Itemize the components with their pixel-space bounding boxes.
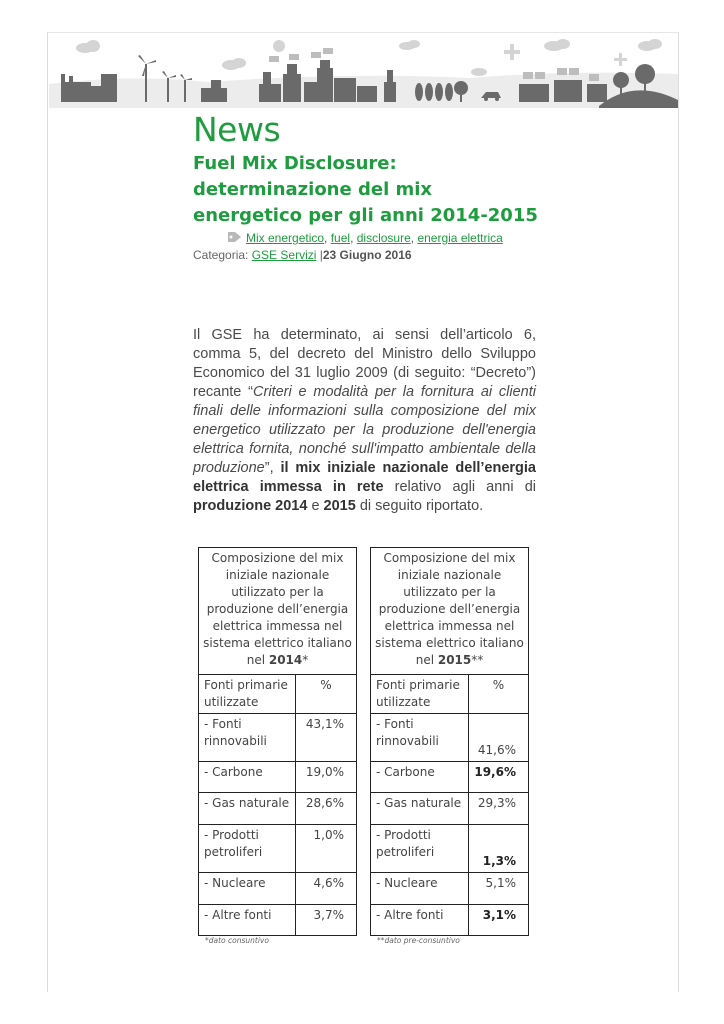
percent-cell: 41,6% [469,714,529,762]
percent-cell: 3,7% [296,905,357,936]
percent-cell: 28,6% [296,793,357,825]
section-title: News [193,110,281,149]
article-date: 23 Giugno 2016 [322,248,412,262]
percent-cell: 19,0% [296,762,357,793]
table-row [371,762,529,793]
table-row [371,793,529,825]
source-cell: - Gas naturale [371,793,469,825]
percent-cell: 3,1% [469,905,529,936]
percent-cell: 1,0% [296,825,357,873]
column-header-percent: % [296,675,357,714]
article-title: Fuel Mix Disclosure: determinazione del mix energetico per gli anni 2014-2015 [193,153,538,226]
table-row [199,793,357,825]
table-row [371,825,529,873]
fuel-mix-table-2015 [370,547,529,936]
source-cell: - Prodotti petroliferi [371,825,469,873]
source-cell: - Prodotti petroliferi [199,825,296,873]
table-header: Composizione del mix iniziale nazionale utilizzato per la produzione dell’energia elettrica immessa nel sistema elettrico italiano nel 2015** [371,548,529,675]
table-row [371,714,529,762]
table-footnote-2015: **dato pre-consuntivo [377,936,460,945]
column-header-percent: % [469,675,529,714]
source-cell: - Gas naturale [199,793,296,825]
article-intro: Il GSE ha determinato, ai sensi dell’articolo 6, comma 5, del decreto del Ministro dello Sviluppo Economico del 31 luglio 2009 (di seguito: “Decreto”) recante “Criteri e modalità per la fornitura ai clienti finali delle informazioni sulla composizione del mix energetico utilizzato per la produzione dell'energia elettrica fornita, nonché sull'impatto ambientale della produzione”, il mix iniziale nazionale dell’energia elettrica immessa in rete relativo agli anni di produzione 2014 e 2015 di seguito riportato. [193,327,536,514]
fuel-mix-table-2014 [198,547,357,936]
source-cell: - Nucleare [199,873,296,905]
source-cell: - Carbone [199,762,296,793]
table-row [199,825,357,873]
column-header-source: Fonti primarie utilizzate [199,675,296,714]
source-cell: - Altre fonti [371,905,469,936]
table-row [199,762,357,793]
column-header-source: Fonti primarie utilizzate [371,675,469,714]
tag-list: Mix energetico, fuel, disclosure, energia elettrica [227,231,503,245]
percent-cell: 4,6% [296,873,357,905]
percent-cell: 29,3% [469,793,529,825]
table-header: Composizione del mix iniziale nazionale utilizzato per la produzione dell’energia elettrica immessa nel sistema elettrico italiano nel 2014* [199,548,357,675]
tag-icon [227,231,243,243]
tag-link-disclosure[interactable]: disclosure [356,231,411,245]
category-label: Categoria: [193,248,249,262]
city-skyline-illustration [49,34,678,108]
percent-cell: 5,1% [469,873,529,905]
percent-cell: 19,6% [469,762,529,793]
table-footnote-2014: *dato consuntivo [205,936,269,945]
table-row [371,905,529,936]
table-row [371,873,529,905]
tag-link-mix-energetico[interactable]: Mix energetico [246,231,325,245]
table-row [199,714,357,762]
article-meta [193,248,412,262]
source-cell: - Altre fonti [199,905,296,936]
source-cell: - Carbone [371,762,469,793]
category-link[interactable]: GSE Servizi [251,248,317,262]
tag-link-energia-elettrica[interactable]: energia elettrica [417,231,503,245]
date-separator: | [319,248,323,262]
source-cell: - Fonti rinnovabili [371,714,469,762]
header-banner [49,34,678,108]
percent-cell: 43,1% [296,714,357,762]
percent-cell: 1,3% [469,825,529,873]
table-row [199,905,357,936]
table-row [199,873,357,905]
source-cell: - Fonti rinnovabili [199,714,296,762]
tag-link-fuel[interactable]: fuel [330,231,351,245]
source-cell: - Nucleare [371,873,469,905]
